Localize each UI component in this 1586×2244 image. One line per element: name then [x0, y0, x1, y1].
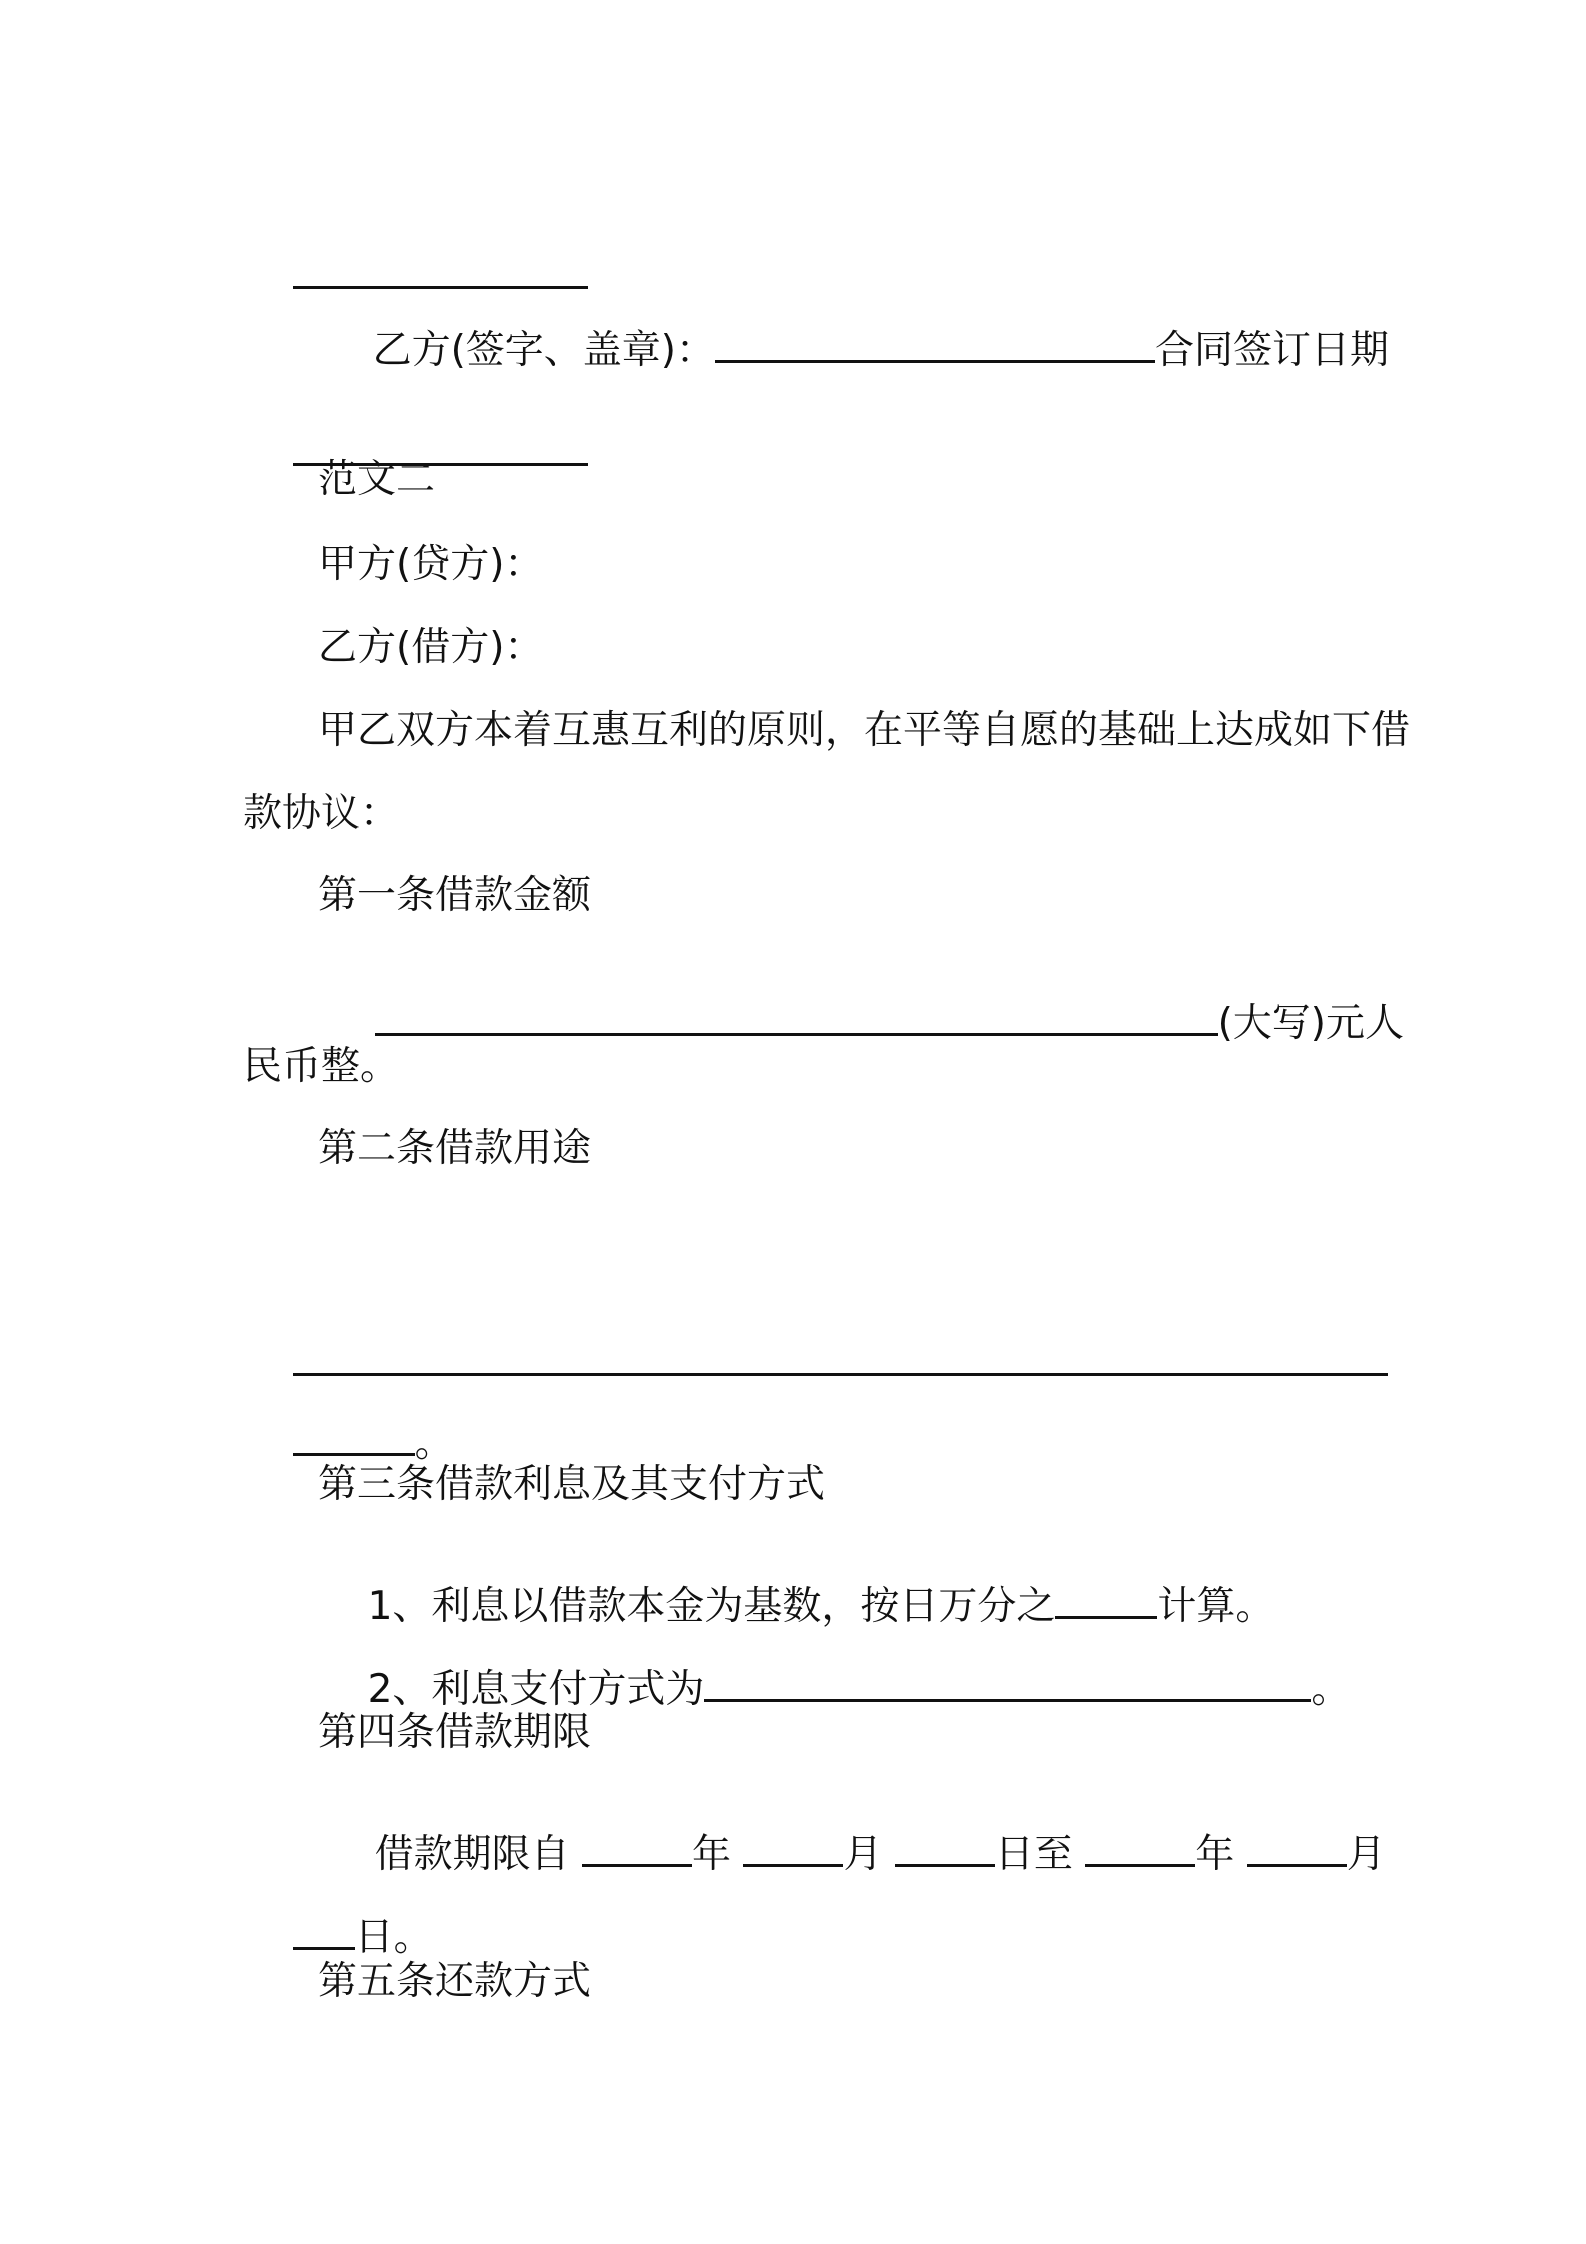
article-1-amount-continuation: 民币整。 — [243, 1044, 400, 1089]
intro-paragraph-line-1: 甲乙双方本着互惠互利的原则，在平等自愿的基础上达成如下借 — [318, 708, 1411, 753]
party-a-label: 甲方(贷方)： — [318, 542, 544, 587]
party-b-label: 乙方(借方)： — [318, 625, 544, 670]
blank-line — [293, 286, 588, 289]
term-from-label: 借款期限自 — [374, 1832, 570, 1877]
day-label: 日。 — [354, 1915, 433, 1960]
period-mark: 。 — [414, 1421, 454, 1466]
start-year-blank — [582, 1864, 692, 1867]
end-year-blank — [1085, 1864, 1195, 1867]
article-1-amount-line — [325, 965, 1404, 1082]
interest-rate-blank — [1055, 1616, 1157, 1619]
signing-date-label: 合同签订日期 — [1155, 328, 1390, 373]
year-label: 年 — [692, 1832, 732, 1877]
interest-rate-text: 1、利息以借款本金为基数，按日万分之 — [367, 1584, 1056, 1629]
signature-blank — [715, 360, 1155, 363]
article-2-title: 第二条借款用途 — [318, 1126, 592, 1171]
amount-uppercase-label: (大写)元人 — [1217, 1001, 1405, 1046]
period-mark: 。 — [1311, 1667, 1351, 1712]
end-month-blank — [1247, 1864, 1347, 1867]
blank-line — [293, 1373, 1388, 1376]
article-5-title: 第五条还款方式 — [318, 1959, 592, 2004]
interest-rate-suffix: 计算。 — [1157, 1584, 1275, 1629]
article-1-title: 第一条借款金额 — [318, 873, 592, 918]
payment-method-text: 2、利息支付方式为 — [367, 1667, 705, 1712]
intro-paragraph-line-2: 款协议： — [243, 791, 400, 836]
template-title: 范文二 — [318, 457, 436, 502]
article-4-term-line — [325, 1796, 1386, 1913]
end-day-blank — [293, 1947, 355, 1950]
start-month-blank — [743, 1864, 843, 1867]
article-4-title: 第四条借款期限 — [318, 1710, 592, 1755]
year-label: 年 — [1195, 1832, 1235, 1877]
day-to-label: 日至 — [994, 1832, 1073, 1877]
party-b-signature-line — [323, 292, 1389, 409]
month-label: 月 — [843, 1832, 883, 1877]
party-b-signature-label: 乙方(签字、盖章)： — [372, 328, 716, 373]
article-3-title: 第三条借款利息及其支付方式 — [318, 1462, 826, 1507]
amount-blank — [375, 1033, 1218, 1036]
month-label: 月 — [1346, 1832, 1386, 1877]
blank-line — [293, 1453, 415, 1456]
payment-method-blank — [704, 1699, 1311, 1702]
start-day-blank — [895, 1864, 995, 1867]
